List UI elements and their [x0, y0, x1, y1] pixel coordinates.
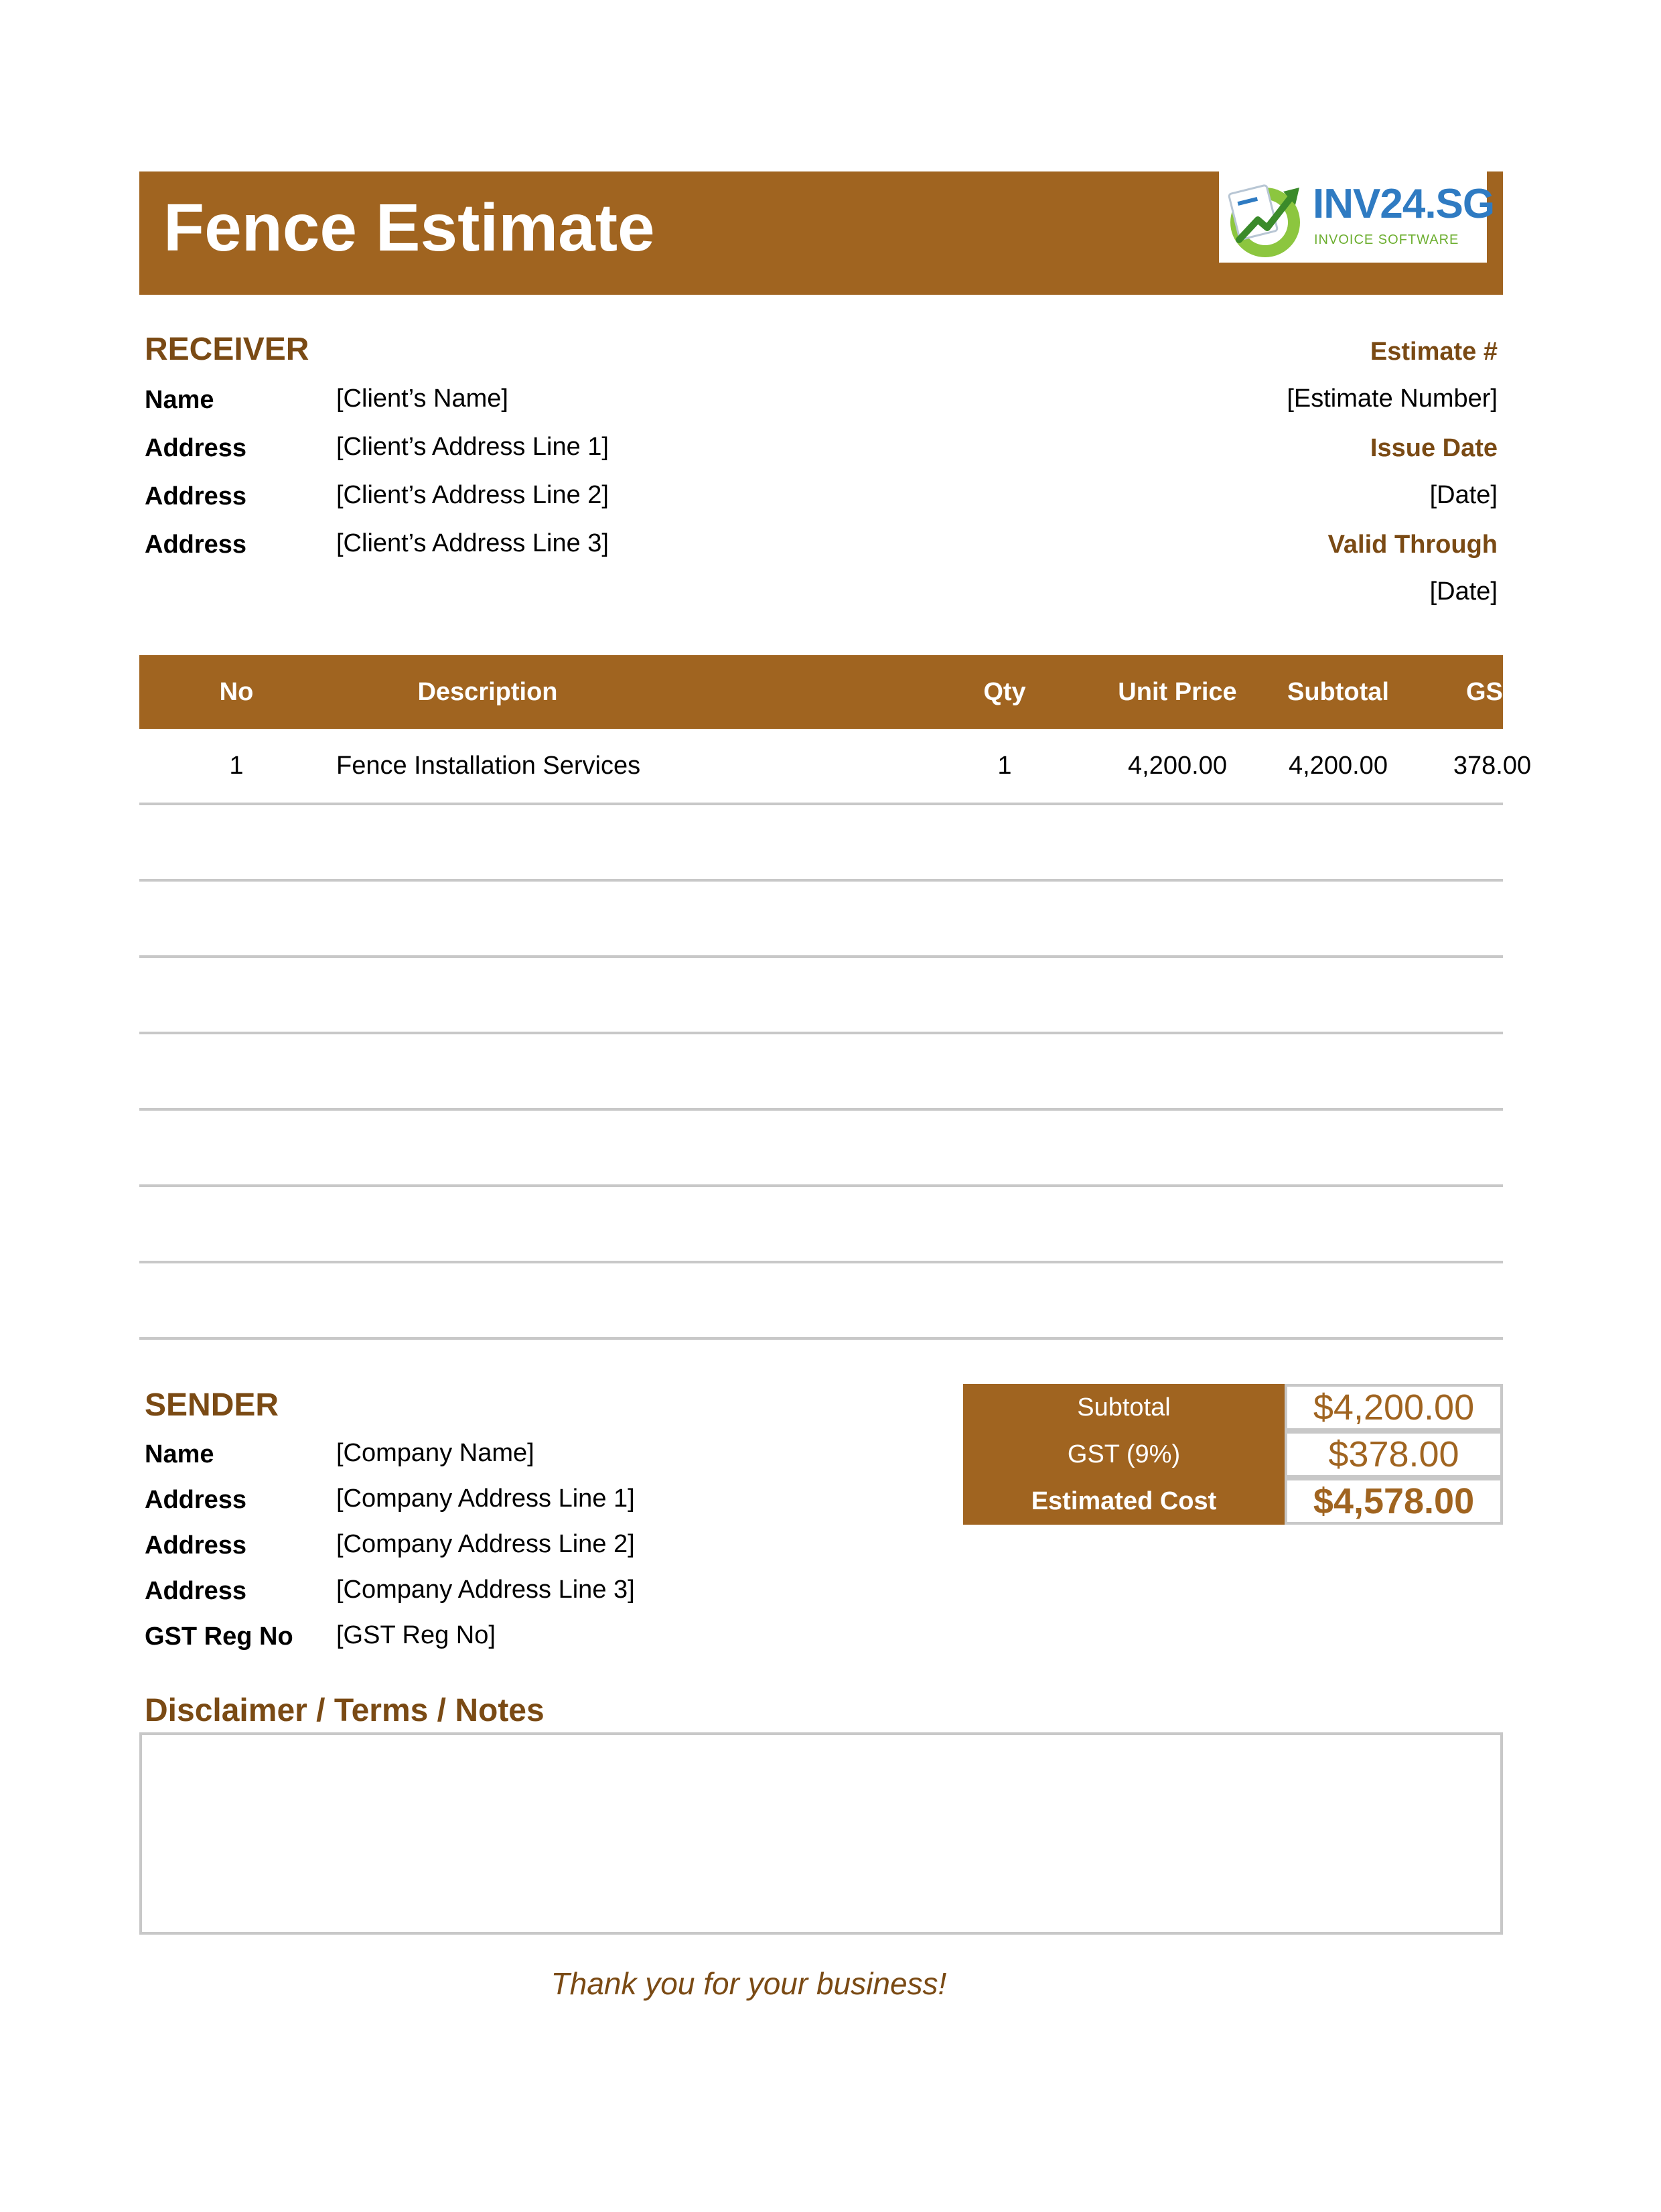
- totals-subtotal-label: Subtotal: [963, 1384, 1285, 1431]
- table-row: [139, 729, 1532, 805]
- notes-textarea[interactable]: [139, 1732, 1503, 1935]
- totals-subtotal-value: $4,200.00: [1285, 1384, 1503, 1431]
- receiver-address-value-2: [Client’s Address Line 2]: [336, 481, 609, 509]
- estimate-number-label: Estimate #: [1370, 338, 1498, 366]
- totals-gst-value: $378.00: [1285, 1431, 1503, 1478]
- sender-address-value-1: [Company Address Line 1]: [336, 1484, 635, 1513]
- sender-address-label-2: Address: [145, 1531, 247, 1560]
- sender-name-label: Name: [145, 1440, 214, 1468]
- table-row-empty: [139, 1111, 1503, 1187]
- document-title: Fence Estimate: [163, 190, 655, 265]
- issue-date-value: [Date]: [1429, 481, 1498, 509]
- receiver-name-label: Name: [145, 386, 214, 414]
- table-row-empty: [139, 1034, 1503, 1111]
- sender-gst-reg-label: GST Reg No: [145, 1622, 293, 1651]
- items-table-header: [139, 655, 1519, 729]
- receiver-name-value: [Client’s Name]: [336, 385, 508, 413]
- cell-gst: 378.00: [1453, 752, 1532, 780]
- cell-description: Fence Installation Services: [336, 752, 641, 780]
- receiver-address-value-1: [Client’s Address Line 1]: [336, 433, 609, 461]
- receiver-address-label-3: Address: [145, 531, 247, 559]
- table-row-empty: [139, 958, 1503, 1034]
- receiver-address-value-3: [Client’s Address Line 3]: [336, 529, 609, 557]
- receiver-address-label-1: Address: [145, 434, 247, 462]
- valid-through-label: Valid Through: [1327, 531, 1498, 559]
- logo-chart-icon: [1224, 178, 1306, 260]
- sender-address-label-1: Address: [145, 1486, 247, 1514]
- sender-gst-reg-value: [GST Reg No]: [336, 1621, 496, 1649]
- header-band: [139, 171, 1503, 295]
- sender-address-value-3: [Company Address Line 3]: [336, 1576, 635, 1604]
- sender-address-label-3: Address: [145, 1577, 247, 1605]
- sender-name-value: [Company Name]: [336, 1439, 534, 1467]
- col-header-qty: Qty: [983, 678, 1026, 706]
- col-header-unit-price: Unit Price: [1118, 678, 1237, 706]
- cell-qty: 1: [997, 752, 1012, 780]
- table-row-empty: [139, 1187, 1503, 1263]
- cell-unit-price: 4,200.00: [1128, 752, 1227, 780]
- sender-heading: SENDER: [145, 1387, 279, 1423]
- estimate-number-value: [Estimate Number]: [1287, 385, 1498, 413]
- table-row-empty: [139, 805, 1503, 882]
- col-header-subtotal: Subtotal: [1287, 678, 1389, 706]
- sender-address-value-2: [Company Address Line 2]: [336, 1530, 635, 1558]
- col-header-gst: GST: [1465, 678, 1519, 706]
- col-header-no: No: [219, 678, 254, 706]
- receiver-heading: RECEIVER: [145, 332, 309, 367]
- totals-estimated-value: $4,578.00: [1285, 1478, 1503, 1525]
- totals-gst-label: GST (9%): [963, 1431, 1285, 1478]
- cell-no: 1: [229, 752, 244, 780]
- logo-tagline: INVOICE SOFTWARE: [1314, 232, 1459, 247]
- totals-estimated-label: Estimated Cost: [963, 1478, 1285, 1525]
- notes-heading: Disclaimer / Terms / Notes: [145, 1693, 545, 1728]
- thank-you-note: Thank you for your business!: [551, 1966, 947, 2001]
- receiver-address-label-2: Address: [145, 482, 247, 510]
- valid-through-value: [Date]: [1429, 577, 1498, 606]
- cell-subtotal: 4,200.00: [1289, 752, 1388, 780]
- table-row-empty: [139, 1263, 1503, 1340]
- col-header-description: Description: [417, 678, 558, 706]
- company-logo: [1219, 171, 1495, 263]
- issue-date-label: Issue Date: [1370, 434, 1498, 462]
- table-row-empty: [139, 882, 1503, 958]
- logo-wordmark: INV24.SG: [1313, 181, 1495, 227]
